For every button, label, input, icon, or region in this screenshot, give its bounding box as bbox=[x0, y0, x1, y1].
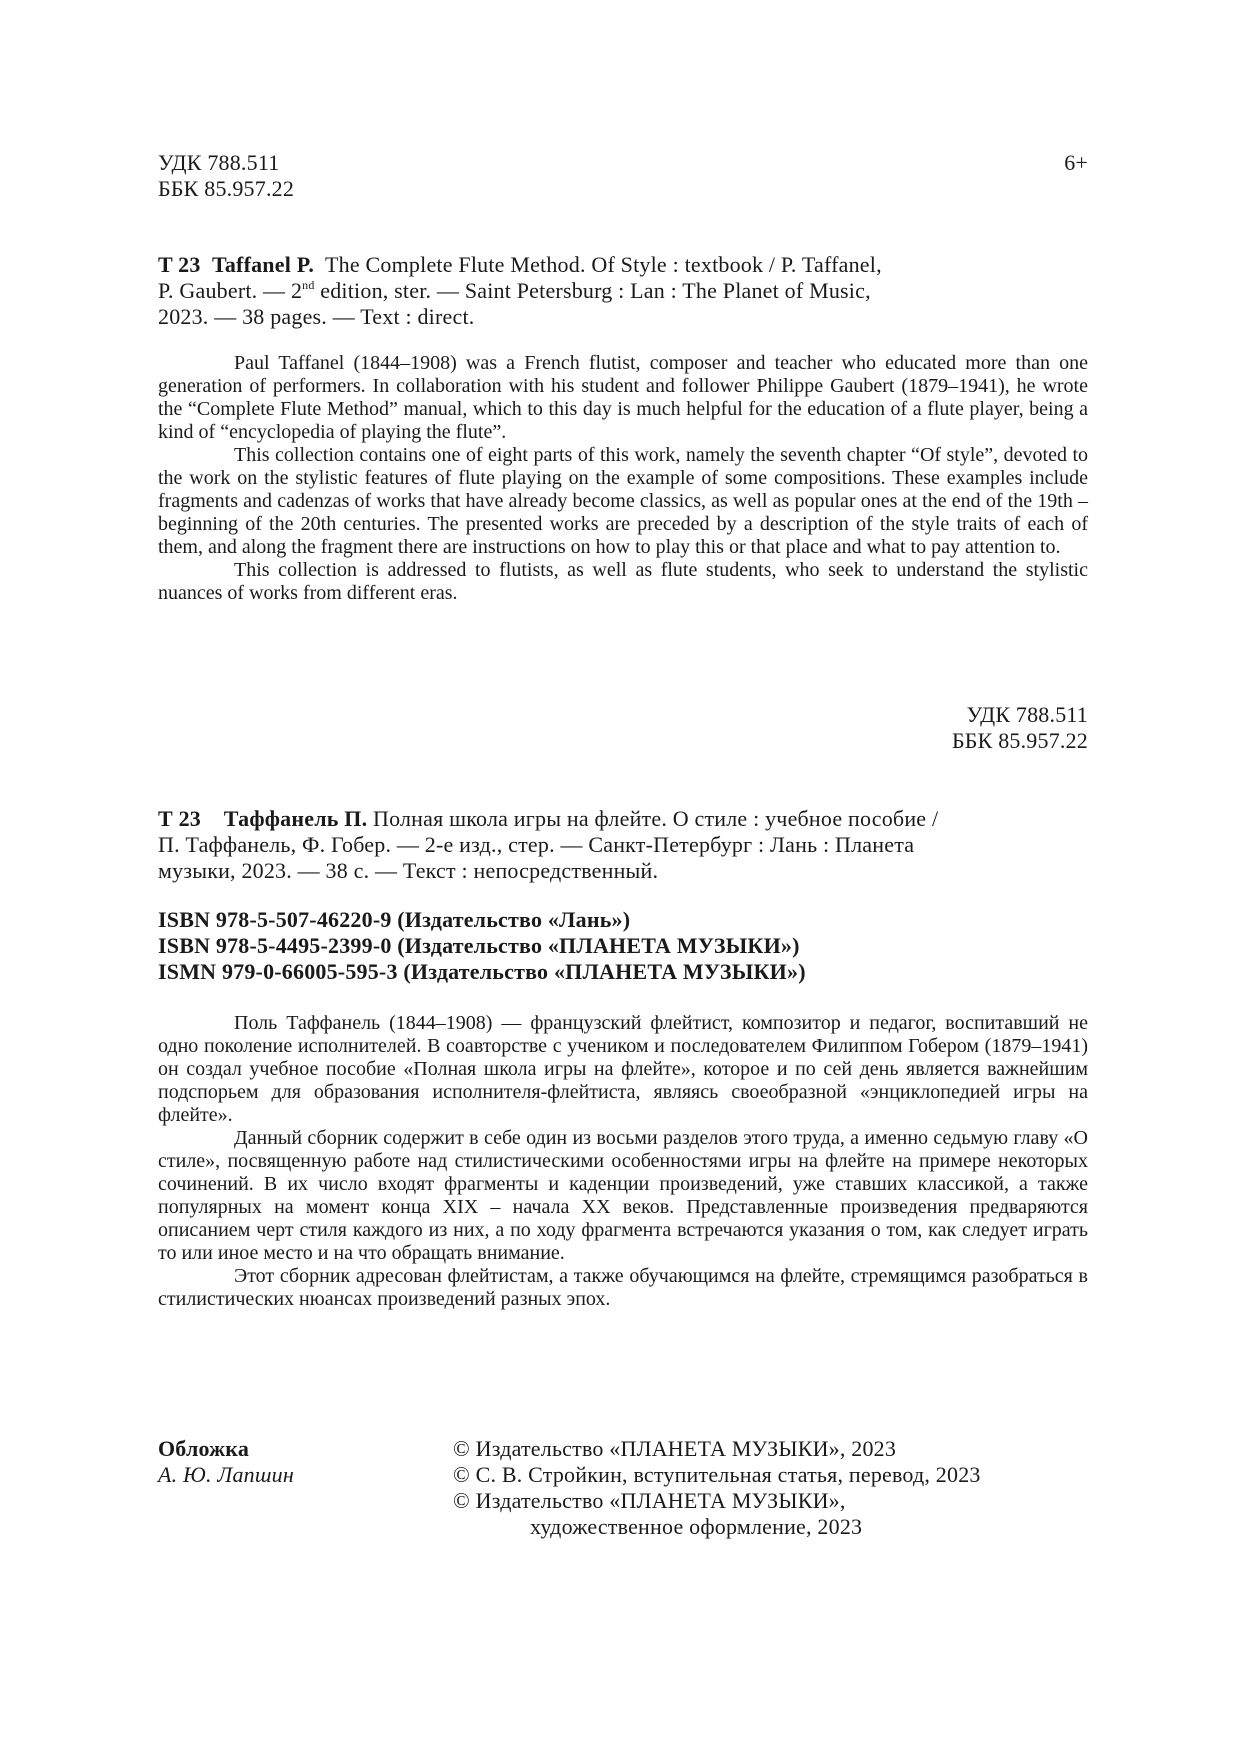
english-author-heading: Taffanel P. bbox=[211, 252, 315, 277]
cover-artist: А. Ю. Лапшин bbox=[158, 1462, 294, 1487]
edition-superscript: nd bbox=[302, 278, 315, 292]
russian-bibliographic-record bbox=[158, 806, 1088, 884]
english-abstract-paragraph: This collection is addressed to flutists, as well as flute students, who seek to understand the stylistic nuances of works from different eras. bbox=[158, 559, 1088, 604]
imprint-page bbox=[158, 0, 1088, 1755]
english-abstract-paragraph: Paul Taffanel (1844–1908) was a French flutist, composer and teacher who educated more than one generation of performers. In collaboration with his student and follower Philippe Gaubert (1879–1941), he wrote the “Complete Flute Method” manual, which to this day is much helpful for the education of a flute player, being a kind of “encyclopedia of playing the flute”. bbox=[158, 352, 1088, 443]
copyright-line: © Издательство «ПЛАНЕТА МУЗЫКИ», 2023 bbox=[453, 1436, 897, 1461]
russian-abstract-paragraph: Данный сборник содержит в себе один из восьми разделов этого труда, а именно седьмую главу «О стиле», посвященную работе над стилистическими особенностями игры на флейте на примере некоторых сочинений. В их число входят фрагменты и каденции произведений, уже ставших классикой, а также популярных на момент конца XIX – начала XX веков. Представленные произведения предваряются описанием черт стиля каждого из них, а по ходу фрагмента встречаются указания о том, как следует играть то или иное место и на что обращать внимание. bbox=[158, 1127, 1088, 1264]
english-abstract-paragraph: This collection contains one of eight parts of this work, namely the seventh chapter “Of style”, devoted to the work on the stylistic features of flute playing on the example of some compositions. These examples include fragments and cadenzas of works that have already become classics, as well as popular ones at the end of the 19th – beginning of the 20th centuries. The presented works are preceded by a description of the style traits of each of them, and along the fragment there are instructions on how to play this or that place and what to pay attention to. bbox=[158, 444, 1088, 558]
english-record-line-1 bbox=[158, 252, 1088, 278]
english-record-line-3: 2023. — 38 pages. — Text : direct. bbox=[158, 304, 475, 329]
isbn-block bbox=[158, 907, 806, 985]
russian-call-number: Т 23 bbox=[158, 806, 201, 831]
english-abstract bbox=[158, 352, 1088, 605]
copyright-block bbox=[453, 1436, 981, 1540]
russian-abstract bbox=[158, 1012, 1088, 1311]
header-bbk: ББК 85.957.22 bbox=[158, 176, 295, 201]
russian-record-line-2: П. Таффанель, Ф. Гобер. — 2-е изд., стер. — Санкт-Петербург : Лань : Планета bbox=[158, 832, 915, 857]
copyright-line: © С. В. Стройкин, вступительная статья, перевод, 2023 bbox=[453, 1462, 981, 1487]
right-udk: УДК 788.511 bbox=[966, 702, 1088, 727]
ismn-line: ISMN 979-0-66005-595-3 (Издательство «ПЛАНЕТА МУЗЫКИ») bbox=[158, 959, 806, 984]
russian-record-line-3: музыки, 2023. — 38 с. — Текст : непосредственный. bbox=[158, 858, 659, 883]
isbn-line: ISBN 978-5-507-46220-9 (Издательство «Лань») bbox=[158, 907, 631, 932]
russian-abstract-paragraph: Этот сборник адресован флейтистам, а также обучающимся на флейте, стремящимся разобраться в стилистических нюансах произведений разных эпох. bbox=[158, 1265, 1088, 1310]
english-bibliographic-record bbox=[158, 252, 1088, 330]
english-title: The Complete Flute Method. Of Style : textbook / P. Taffanel, bbox=[325, 252, 882, 277]
right-bbk: ББК 85.957.22 bbox=[951, 728, 1088, 753]
english-call-number: T 23 bbox=[158, 252, 201, 277]
header-udk: УДК 788.511 bbox=[158, 150, 280, 175]
copyright-line: © Издательство «ПЛАНЕТА МУЗЫКИ», bbox=[453, 1488, 846, 1513]
russian-record-line-1 bbox=[158, 806, 1088, 832]
age-rating-badge: 6+ bbox=[1064, 150, 1088, 175]
russian-abstract-paragraph: Поль Таффанель (1844–1908) — французский флейтист, композитор и педагог, воспитавший не одно поколение исполнителей. В соавторстве с учеником и последователем Филиппом Гобером (1879–1941) он создал учебное пособие «Полная школа игры на флейте», которое и по сей день является важнейшим подспорьем для образования исполнителя-флейтиста, являясь своеобразной «энциклопедией игры на флейте». bbox=[158, 1012, 1088, 1126]
cover-label: Обложка bbox=[158, 1436, 250, 1461]
english-record-line-2: P. Gaubert. — 2nd edition, ster. — Saint Petersburg : Lan : The Planet of Music, bbox=[158, 278, 871, 303]
russian-author-heading: Таффанель П. bbox=[223, 806, 368, 831]
isbn-line: ISBN 978-5-4495-2399-0 (Издательство «ПЛАНЕТА МУЗЫКИ») bbox=[158, 933, 800, 958]
copyright-continuation: художественное оформление, 2023 bbox=[530, 1514, 863, 1539]
russian-title: Полная школа игры на флейте. О стиле : учебное пособие / bbox=[373, 806, 939, 831]
